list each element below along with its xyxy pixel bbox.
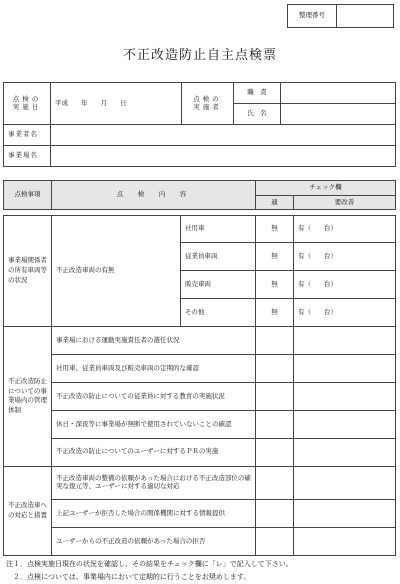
- check-ok-cell[interactable]: [256, 527, 294, 555]
- inspector-label: 点検の 実施者: [182, 83, 234, 125]
- check-improve-cell[interactable]: [294, 527, 396, 555]
- note-line: 注１．点検実施日現在の状況を確認し、その結果をチェック欄に「レ」で記入して下さい。: [6, 560, 293, 568]
- check-ok-cell[interactable]: [256, 355, 294, 383]
- check-has-cell[interactable]: 有（ 台）: [294, 299, 396, 327]
- check-item: 休日・深夜等に事業場が無断で使用されていないことの確認: [52, 410, 256, 438]
- check-has-cell[interactable]: 有（ 台）: [294, 243, 396, 271]
- check-improve-cell[interactable]: [294, 438, 396, 466]
- vehicle-type-cell: その他: [181, 299, 256, 327]
- check-none-cell[interactable]: 無: [256, 299, 294, 327]
- inspection-date-label: 点検の 実施日: [4, 83, 51, 125]
- business-owner-label: 事業者名: [4, 125, 51, 146]
- check-table: [3, 180, 396, 556]
- check-ok-cell[interactable]: [256, 438, 294, 466]
- position-field[interactable]: [281, 83, 396, 104]
- check-item: 社用車、従業員車両及び販売車両の定期的な確認: [52, 355, 256, 383]
- vehicle-type-cell: 販売車両: [181, 271, 256, 299]
- business-owner-field[interactable]: [51, 125, 396, 146]
- vehicle-type-cell: 従業員車両: [181, 243, 256, 271]
- business-site-label: 事業場名: [4, 146, 51, 167]
- check-item: 不正改造の防止についてのユーザーに対するＰＲの実施: [52, 438, 256, 466]
- business-site-field[interactable]: [51, 146, 396, 167]
- check-improve-cell[interactable]: [294, 466, 396, 499]
- check-item: 不正改造車両の整備の依頼があった場合における不正改造部位の確実な復元等、ユーザーに対する適切な対応: [52, 466, 256, 499]
- header-check-column: チェック欄: [256, 181, 396, 196]
- info-table: [3, 82, 396, 167]
- check-improve-cell[interactable]: [294, 500, 396, 528]
- check-improve-cell[interactable]: [294, 327, 396, 355]
- name-label: 氏 名: [234, 104, 281, 125]
- header-needs-improvement: 要改善: [294, 195, 396, 210]
- position-label: 職 責: [234, 83, 281, 104]
- check-ok-cell[interactable]: [256, 327, 294, 355]
- notes: [6, 558, 293, 584]
- reference-number-field[interactable]: [337, 5, 394, 28]
- check-none-cell[interactable]: 無: [256, 271, 294, 299]
- header-ok: 適: [256, 195, 294, 210]
- check-item: ユーザーからの不正改造の依頼があった場合の拒否: [52, 527, 256, 555]
- section1-label: 事業場関係者の所有車両等の状況: [4, 215, 52, 327]
- note-line: ２．点検については、事業場内において定期的に行うことをお奨めします。: [6, 573, 251, 581]
- section2-label: 不正改造防止についての事業場内の管理体制: [4, 327, 52, 466]
- check-ok-cell[interactable]: [256, 382, 294, 410]
- check-item: 上記ユーザーが拒否した場合の関係機関に対する情報提供: [52, 500, 256, 528]
- check-none-cell[interactable]: 無: [256, 243, 294, 271]
- check-ok-cell[interactable]: [256, 410, 294, 438]
- reference-number-box: [287, 4, 394, 28]
- check-ok-cell[interactable]: [256, 500, 294, 528]
- check-improve-cell[interactable]: [294, 382, 396, 410]
- header-content: 点 検 内 容: [52, 181, 256, 210]
- reference-number-label: 整理番号: [288, 5, 337, 28]
- check-improve-cell[interactable]: [294, 410, 396, 438]
- check-has-cell[interactable]: 有（ 台）: [294, 215, 396, 243]
- header-item: 点検事項: [4, 181, 52, 210]
- name-field[interactable]: [281, 104, 396, 125]
- section1-content: 不正改造車両の有無: [52, 215, 181, 327]
- vehicle-type-cell: 社用車: [181, 215, 256, 243]
- check-item: 事業場における運動実施責任者の選任状況: [52, 327, 256, 355]
- page-title: 不正改造防止自主点検票: [122, 48, 277, 63]
- check-ok-cell[interactable]: [256, 466, 294, 499]
- check-item: 不正改造の防止についての従業員に対する教育の実施状況: [52, 382, 256, 410]
- check-none-cell[interactable]: 無: [256, 215, 294, 243]
- section3-label: 不正改造車への対応と措置: [4, 466, 52, 555]
- inspection-date-field[interactable]: 平成 年 月 日: [51, 83, 182, 125]
- check-improve-cell[interactable]: [294, 355, 396, 383]
- check-has-cell[interactable]: 有（ 台）: [294, 271, 396, 299]
